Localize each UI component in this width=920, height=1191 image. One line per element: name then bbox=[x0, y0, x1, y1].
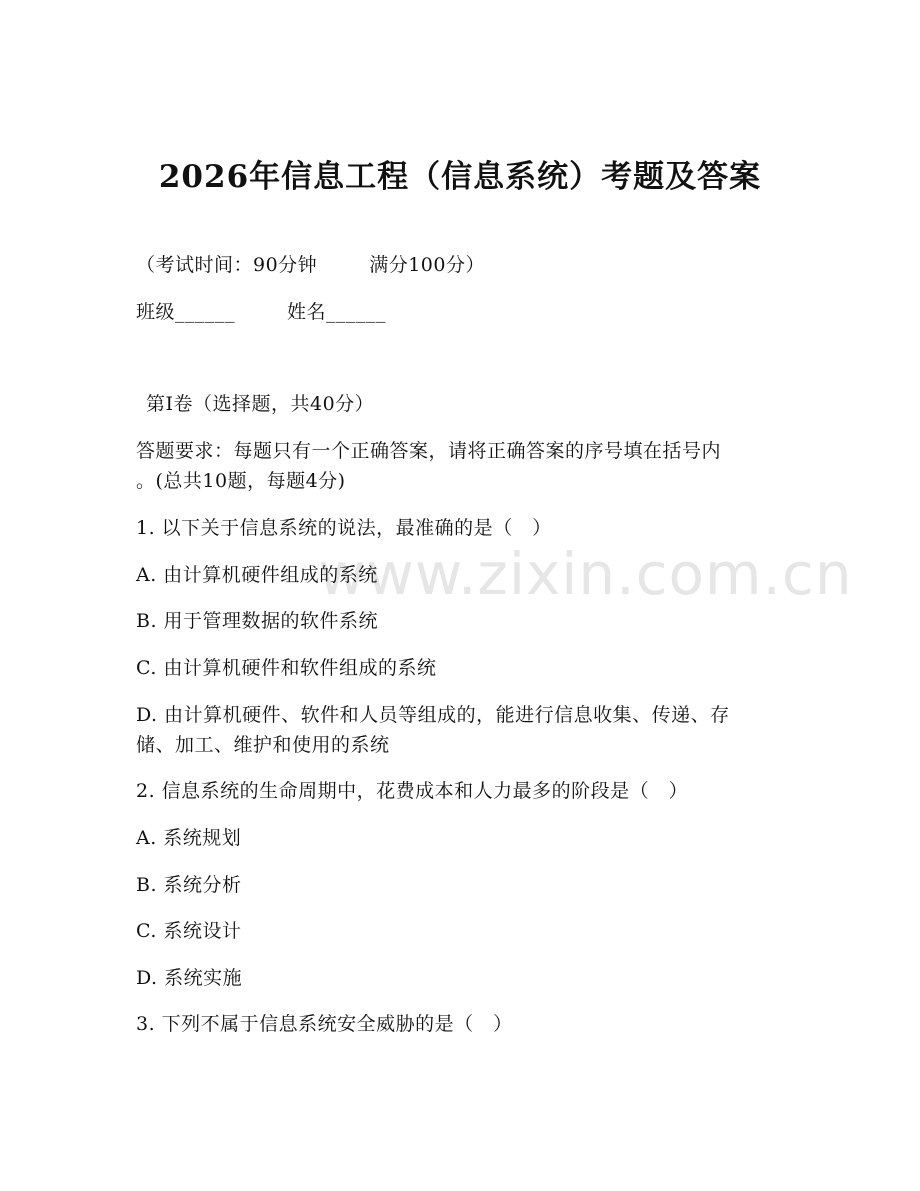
question-option: A. 由计算机硬件组成的系统 bbox=[136, 564, 378, 586]
exam-info bbox=[136, 250, 485, 280]
student-fields bbox=[136, 297, 386, 327]
question-stem: 3. 下列不属于信息系统安全威胁的是（ ） bbox=[136, 1013, 513, 1035]
question-option: B. 用于管理数据的软件系统 bbox=[136, 610, 379, 632]
exam-time: （考试时间：90分钟 bbox=[136, 254, 318, 276]
name-field: 姓名______ bbox=[287, 301, 387, 323]
question-option: C. 由计算机硬件和软件组成的系统 bbox=[136, 657, 437, 679]
document-title: 2026年信息工程（信息系统）考题及答案 bbox=[158, 159, 762, 195]
exam-score: 满分100分） bbox=[369, 254, 485, 276]
watermark: www.zixin.com.cn bbox=[318, 540, 853, 608]
question-option: D. 由计算机硬件、软件和人员等组成的，能进行信息收集、传递、存 bbox=[136, 704, 730, 726]
class-field: 班级______ bbox=[136, 301, 236, 323]
requirement-line-1: 答题要求：每题只有一个正确答案，请将正确答案的序号填在括号内 bbox=[136, 440, 722, 462]
question-option: C. 系统设计 bbox=[136, 920, 242, 942]
question-stem: 1. 以下关于信息系统的说法，最准确的是（ ） bbox=[136, 517, 552, 539]
question-option-continued: 储、加工、维护和使用的系统 bbox=[136, 734, 390, 756]
question-option: A. 系统规划 bbox=[136, 827, 242, 849]
question-option: B. 系统分析 bbox=[136, 874, 242, 896]
section-heading: 第I卷（选择题，共40分） bbox=[146, 393, 375, 415]
question-option: D. 系统实施 bbox=[136, 967, 243, 989]
requirement-line-2: 。(总共10题，每题4分) bbox=[136, 470, 346, 492]
question-stem: 2. 信息系统的生命周期中，花费成本和人力最多的阶段是（ ） bbox=[136, 780, 689, 802]
